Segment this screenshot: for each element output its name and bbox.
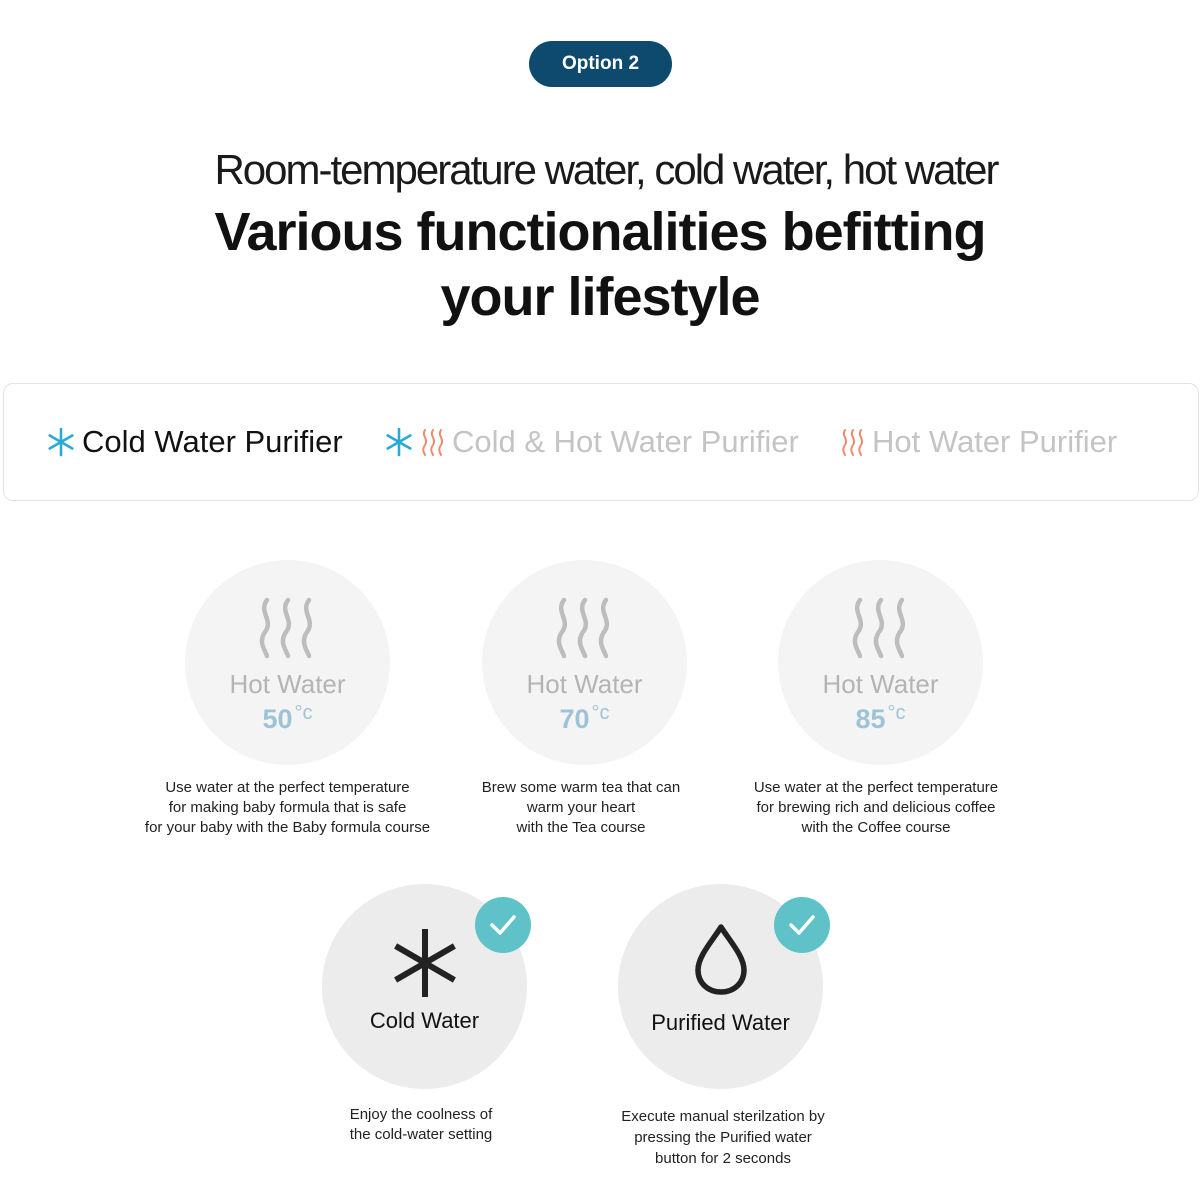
snowflake-icon (384, 427, 414, 457)
option-label: Hot Water (822, 669, 939, 699)
snowflake-icon (46, 427, 76, 457)
option-label: Hot Water (526, 669, 643, 699)
page-title (0, 200, 1200, 330)
hot-water-85-option (778, 560, 983, 765)
check-icon (475, 897, 531, 953)
option-label: Purified Water (651, 1010, 790, 1035)
hot-water-70-option (482, 560, 687, 765)
option-label: Cold Water (369, 1008, 480, 1033)
page-subtitle: Room-temperature water, cold water, hot water (214, 146, 998, 193)
page-title-line-2: your lifestyle (440, 267, 760, 327)
hot-water-50-option (185, 560, 390, 765)
tab-label: Hot Water Purifier (872, 424, 1118, 459)
tab-cold-water-purifier[interactable] (46, 384, 343, 500)
option-description: Brew some warm tea that can warm your heart with the Tea course (481, 779, 681, 836)
heat-waves-icon (840, 427, 866, 457)
tab-cold-hot-water-purifier[interactable] (384, 384, 799, 500)
option-label: Hot Water (229, 669, 346, 699)
option-temperature: 85 $^{^\circ c}$ (855, 702, 906, 734)
heat-waves-icon (552, 596, 618, 660)
check-icon (774, 897, 830, 953)
option-temperature: 70 $^{^\circ c}$ (559, 702, 610, 734)
heat-waves-icon (255, 596, 321, 660)
product-tabs (3, 383, 1199, 501)
tab-label: Cold & Hot Water Purifier (452, 424, 799, 459)
snowflake-icon (392, 927, 458, 999)
option-description: Execute manual sterilzation by pressing the Purified water button for 2 seconds (621, 1108, 825, 1167)
page-title-line-1: Various functionalities befitting (214, 202, 986, 262)
heat-waves-icon (848, 596, 914, 660)
tab-label: Cold Water Purifier (82, 424, 343, 459)
option-badge: Option 2 (529, 41, 672, 87)
water-drop-icon (693, 922, 749, 996)
option-description: Use water at the perfect temperature for making baby formula that is safe for your baby with the Baby formula course (144, 779, 431, 836)
option-description: Enjoy the coolness of the cold-water setting (349, 1106, 493, 1143)
tab-hot-water-purifier[interactable] (840, 384, 1117, 500)
option-temperature: 50 $^{^\circ c}$ (262, 702, 313, 734)
option-description: Use water at the perfect temperature for brewing rich and delicious coffee with the Coffee course (753, 779, 999, 836)
heat-waves-icon (420, 427, 446, 457)
